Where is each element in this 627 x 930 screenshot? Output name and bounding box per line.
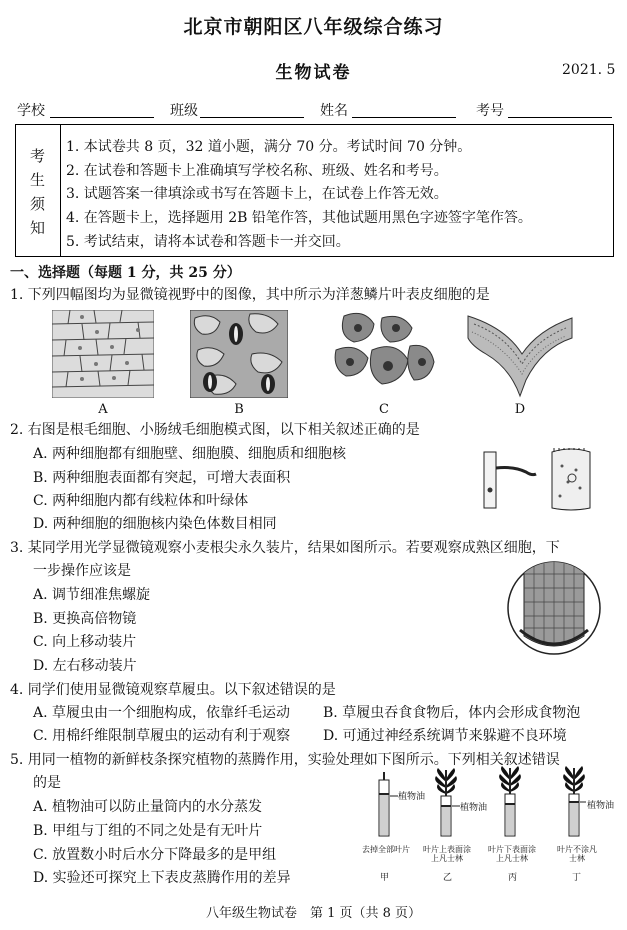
field-class-label: 班级 bbox=[170, 103, 198, 119]
q1-label-a: A bbox=[98, 402, 108, 417]
page-footer: 八年级生物试卷 第 1 页（共 8 页） bbox=[205, 906, 422, 921]
q5-desc-ding: 叶片不涂凡士林 bbox=[557, 845, 597, 863]
q5-option-a: A. 植物油可以防止量筒内的水分蒸发 bbox=[33, 799, 263, 815]
notice-item: 1. 本试卷共 8 页，32 道小题，满分 70 分。考试时间 70 分钟。 bbox=[66, 139, 472, 155]
q1-label-b: B bbox=[234, 402, 244, 417]
q1-label-d: D bbox=[514, 402, 526, 417]
field-name-line[interactable] bbox=[352, 117, 456, 118]
q5-name-ding: 丁 bbox=[572, 873, 582, 883]
question-2-stem: 2. 右图是根毛细胞、小肠绒毛细胞模式图，以下相关叙述正确的是 bbox=[10, 422, 420, 438]
field-id-label: 考号 bbox=[476, 103, 504, 119]
q5-desc-yi: 叶片上表面涂上凡士林 bbox=[423, 845, 471, 863]
notice-item: 4. 在答题卡上，选择题用 2B 铅笔作答，其他试题用黑色字迹签字笔作答。 bbox=[66, 210, 532, 226]
q5-cylinder-jia bbox=[372, 770, 432, 840]
field-school-label: 学校 bbox=[17, 103, 45, 119]
q1-image-c bbox=[332, 310, 436, 398]
exam-title: 北京市朝阳区八年级综合练习 bbox=[183, 16, 444, 38]
q1-image-b bbox=[190, 310, 288, 398]
exam-date: 2021. 5 bbox=[562, 62, 616, 78]
q4-option-b: B. 草履虫吞食食物后，体内会形成食物泡 bbox=[323, 705, 581, 721]
exam-notice-box bbox=[15, 124, 614, 257]
q5-cylinder-bing bbox=[496, 764, 556, 840]
field-school-line[interactable] bbox=[50, 117, 154, 118]
field-class-line[interactable] bbox=[200, 117, 304, 118]
q3-root-tip-micrograph bbox=[506, 560, 602, 656]
q3-option-c: C. 向上移动装片 bbox=[33, 634, 137, 650]
notice-heading: 考 生 须 知 bbox=[16, 125, 61, 256]
q5-option-c: C. 放置数小时后水分下降最多的是甲组 bbox=[33, 847, 277, 863]
notice-item: 5. 考试结束，请将本试卷和答题卡一并交回。 bbox=[66, 234, 350, 250]
field-name-label: 姓名 bbox=[320, 103, 348, 119]
q2-option-a: A. 两种细胞都有细胞壁、细胞膜、细胞质和细胞核 bbox=[33, 446, 347, 462]
question-3-stem-line2: 一步操作应该是 bbox=[33, 563, 131, 579]
q4-option-c: C. 用棉纤维限制草履虫的运动有利于观察 bbox=[33, 728, 291, 744]
q1-image-a bbox=[52, 310, 154, 398]
field-id-line[interactable] bbox=[508, 117, 612, 118]
q2-villus-cell-figure bbox=[548, 448, 594, 512]
q5-name-bing: 丙 bbox=[508, 873, 518, 883]
question-5-stem-line1: 5. 用同一植物的新鲜枝条探究植物的蒸腾作用，实验处理如下图所示。下列相关叙述错误 bbox=[10, 752, 560, 768]
q4-option-a: A. 草履虫由一个细胞构成，依靠纤毛运动 bbox=[33, 705, 291, 721]
q3-option-b: B. 更换高倍物镜 bbox=[33, 611, 137, 627]
question-5-stem-line2: 的是 bbox=[33, 775, 61, 791]
q5-desc-jia: 去掉全部叶片 bbox=[362, 845, 410, 854]
q2-option-d: D. 两种细胞的细胞核内染色体数目相同 bbox=[33, 516, 277, 532]
q4-option-d: D. 可通过神经系统调节来躲避不良环境 bbox=[323, 728, 567, 744]
q2-option-b: B. 两种细胞表面都有突起，可增大表面积 bbox=[33, 470, 291, 486]
q5-option-b: B. 甲组与丁组的不同之处是有无叶片 bbox=[33, 823, 263, 839]
q3-option-a: A. 调节细准焦螺旋 bbox=[33, 587, 151, 603]
notice-item: 3. 试题答案一律填涂或书写在答题卡上，在试卷上作答无效。 bbox=[66, 186, 448, 202]
q5-oil-label-jia: 植物油 bbox=[398, 792, 426, 802]
q5-option-d: D. 实验还可探究上下表皮蒸腾作用的差异 bbox=[33, 870, 291, 886]
section-heading: 一、选择题（每题 1 分，共 25 分） bbox=[10, 265, 241, 281]
q3-option-d: D. 左右移动装片 bbox=[33, 658, 137, 674]
q5-oil-label-ding: 植物油 bbox=[587, 801, 615, 811]
q5-oil-label-yi: 植物油 bbox=[460, 803, 488, 813]
q2-root-hair-cell-figure bbox=[480, 450, 542, 510]
exam-subtitle: 生物试卷 bbox=[275, 63, 352, 83]
q1-label-c: C bbox=[379, 402, 389, 417]
question-4-stem: 4. 同学们使用显微镜观察草履虫。以下叙述错误的是 bbox=[10, 682, 336, 698]
question-3-stem-line1: 3. 某同学用光学显微镜观察小麦根尖永久装片，结果如图所示。若要观察成熟区细胞，下 bbox=[10, 540, 560, 556]
q5-name-jia: 甲 bbox=[380, 873, 390, 883]
q1-image-d bbox=[466, 308, 574, 398]
notice-item: 2. 在试卷和答题卡上准确填写学校名称、班级、姓名和考号。 bbox=[66, 163, 448, 179]
q2-option-c: C. 两种细胞内都有线粒体和叶绿体 bbox=[33, 493, 249, 509]
q5-desc-bing: 叶片下表面涂上凡士林 bbox=[488, 845, 536, 863]
q5-name-yi: 乙 bbox=[443, 873, 453, 883]
question-1-stem: 1. 下列四幅图均为显微镜视野中的图像，其中所示为洋葱鳞片叶表皮细胞的是 bbox=[10, 287, 490, 303]
